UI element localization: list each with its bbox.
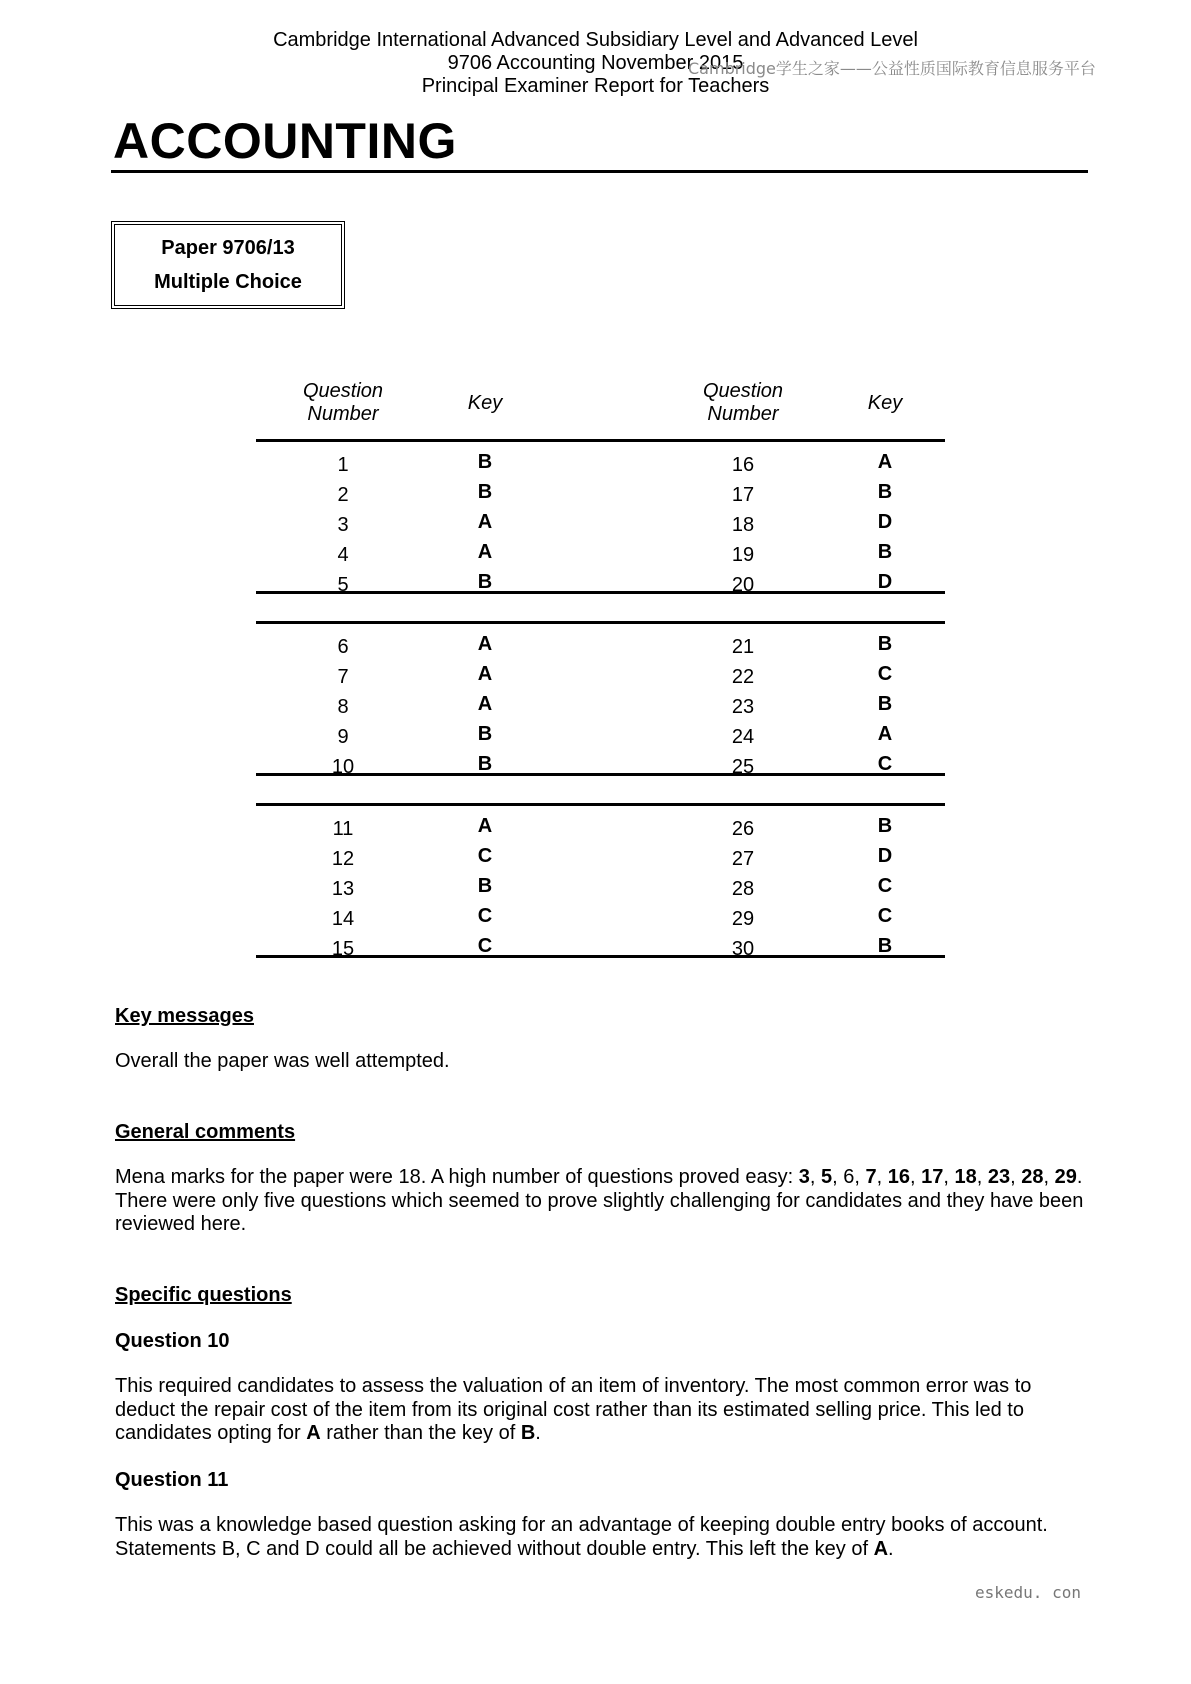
question-number-cell: 22 <box>731 666 755 688</box>
key-messages-text: Overall the paper was well attempted. <box>115 1050 450 1072</box>
general-comments-text <box>115 1166 1085 1237</box>
general-comments-segment: , <box>876 1166 888 1188</box>
paper-box <box>111 221 345 309</box>
general-comments-segment: , <box>809 1166 821 1188</box>
question-number-cell: 1 <box>337 454 349 476</box>
header-line-3: Principal Examiner Report for Teachers <box>421 75 770 97</box>
question-number-cell: 20 <box>731 574 755 596</box>
key-cell: B <box>477 481 493 503</box>
question-number-cell: 24 <box>731 726 755 748</box>
question-11-segment: A <box>873 1537 889 1560</box>
key-cell: A <box>477 541 493 563</box>
key-cell: B <box>477 723 493 745</box>
key-cell: A <box>877 723 893 745</box>
general-comments-segment: 18 <box>954 1166 977 1188</box>
question-number-cell: 5 <box>337 574 349 596</box>
key-cell: B <box>477 875 493 897</box>
general-comments-segment: 16 <box>887 1166 910 1188</box>
general-comments-segment: Mena marks for the paper were 18. A high number of questions proved easy: <box>115 1166 799 1188</box>
general-comments-segment: 23 <box>987 1166 1011 1188</box>
key-cell: D <box>877 845 893 867</box>
header-question-number-right: Question Number <box>702 380 784 425</box>
question-number-cell: 2 <box>337 484 349 506</box>
key-cell: A <box>477 511 493 533</box>
key-cell: C <box>877 905 893 927</box>
table-rule <box>256 621 945 624</box>
header-question-number-left: Question Number <box>302 380 384 425</box>
general-comments-segment: 28 <box>1021 1166 1044 1188</box>
general-comments-segment: , <box>909 1166 922 1188</box>
key-cell: C <box>877 663 893 685</box>
general-comments-segment: 29 <box>1054 1166 1077 1188</box>
key-messages-heading: Key messages <box>115 1005 254 1027</box>
question-number-cell: 26 <box>731 818 755 840</box>
question-number-cell: 7 <box>337 666 349 688</box>
question-number-cell: 8 <box>337 696 349 718</box>
question-number-cell: 3 <box>337 514 349 536</box>
question-number-cell: 12 <box>331 848 355 870</box>
key-cell: A <box>477 693 493 715</box>
general-comments-segment: , <box>943 1166 955 1188</box>
question-number-cell: 4 <box>337 544 349 566</box>
table-rule <box>256 803 945 806</box>
key-cell: A <box>477 663 493 685</box>
general-comments-segment: , <box>1043 1166 1055 1188</box>
question-number-cell: 14 <box>331 908 355 930</box>
question-number-cell: 29 <box>731 908 755 930</box>
general-comments-segment: , 6, <box>832 1166 866 1188</box>
header-watermark: Cambridge学生之家——公益性质国际教育信息服务平台 <box>688 59 1096 78</box>
header-line-1: Cambridge International Advanced Subsidiary Level and Advanced Level <box>273 29 918 51</box>
question-10-segment: A <box>306 1422 321 1444</box>
question-number-cell: 10 <box>331 756 355 778</box>
key-cell: B <box>477 571 493 593</box>
key-cell: B <box>877 693 893 715</box>
key-cell: A <box>477 815 493 837</box>
general-comments-segment: 3 <box>798 1166 810 1188</box>
question-10-text <box>115 1375 1085 1446</box>
general-comments-segment: , <box>976 1166 988 1188</box>
question-10-title: Question 10 <box>115 1330 230 1352</box>
general-comments-segment: . There were only five questions which seemed to prove slightly challenging for candidates and they have been reviewed here. <box>115 1166 1084 1235</box>
question-11-title: Question 11 <box>115 1469 229 1491</box>
question-number-cell: 19 <box>731 544 755 566</box>
paper-type: Multiple Choice <box>154 271 302 293</box>
general-comments-segment: 7 <box>865 1166 877 1188</box>
question-number-cell: 18 <box>731 514 755 536</box>
paper-code: Paper 9706/13 <box>161 237 295 259</box>
key-cell: C <box>877 753 893 775</box>
general-comments-heading: General comments <box>115 1121 296 1143</box>
header-key-right: Key <box>867 392 903 414</box>
key-cell: C <box>477 905 493 927</box>
key-cell: C <box>477 935 493 957</box>
question-number-cell: 15 <box>331 938 355 960</box>
question-number-cell: 9 <box>337 726 349 748</box>
question-number-cell: 23 <box>731 696 755 718</box>
header-line-2: 9706 Accounting November 2015 <box>447 52 744 74</box>
key-cell: B <box>477 451 493 473</box>
question-number-cell: 6 <box>337 636 349 658</box>
question-number-cell: 11 <box>332 818 354 840</box>
question-11-segment: This was a knowledge based question asking for an advantage of keeping double entry books of account. Statements B, C and D could all be achieved without double entry. This left the key of <box>115 1514 1048 1560</box>
table-rule <box>256 439 945 442</box>
page-title: ACCOUNTING <box>113 113 457 169</box>
question-number-cell: 16 <box>731 454 755 476</box>
question-10-segment: This required candidates to assess the valuation of an item of inventory. The most common error was to deduct the repair cost of the item from its original cost rather than its estimated selling price. This led to candidates opting for <box>115 1375 1032 1444</box>
question-number-cell: 17 <box>731 484 755 506</box>
key-cell: B <box>877 935 893 957</box>
title-divider <box>111 170 1088 173</box>
question-number-cell: 30 <box>731 938 755 960</box>
question-number-cell: 13 <box>331 878 355 900</box>
question-10-segment: rather than the key of <box>320 1422 521 1444</box>
question-10-segment: B <box>520 1422 536 1444</box>
key-cell: B <box>877 541 893 563</box>
general-comments-segment: , <box>1010 1166 1022 1188</box>
key-cell: C <box>877 875 893 897</box>
general-comments-segment: 5 <box>820 1166 833 1188</box>
header-key-left: Key <box>467 392 503 414</box>
key-cell: A <box>877 451 893 473</box>
key-cell: A <box>477 633 493 655</box>
footer-watermark: eskedu. con <box>975 1583 1081 1602</box>
question-number-cell: 27 <box>731 848 755 870</box>
question-10-segment: . <box>535 1422 541 1444</box>
question-number-cell: 25 <box>731 756 755 778</box>
general-comments-segment: 17 <box>921 1166 944 1188</box>
key-cell: C <box>477 845 493 867</box>
key-cell: B <box>877 815 893 837</box>
key-cell: B <box>477 753 493 775</box>
question-11-text <box>115 1514 1085 1561</box>
key-cell: D <box>877 571 893 593</box>
question-number-cell: 21 <box>731 636 755 658</box>
question-11-segment: . <box>888 1537 894 1560</box>
question-number-cell: 28 <box>731 878 755 900</box>
key-cell: D <box>877 511 893 533</box>
key-cell: B <box>877 481 893 503</box>
key-cell: B <box>877 633 893 655</box>
specific-questions-heading: Specific questions <box>115 1284 292 1306</box>
